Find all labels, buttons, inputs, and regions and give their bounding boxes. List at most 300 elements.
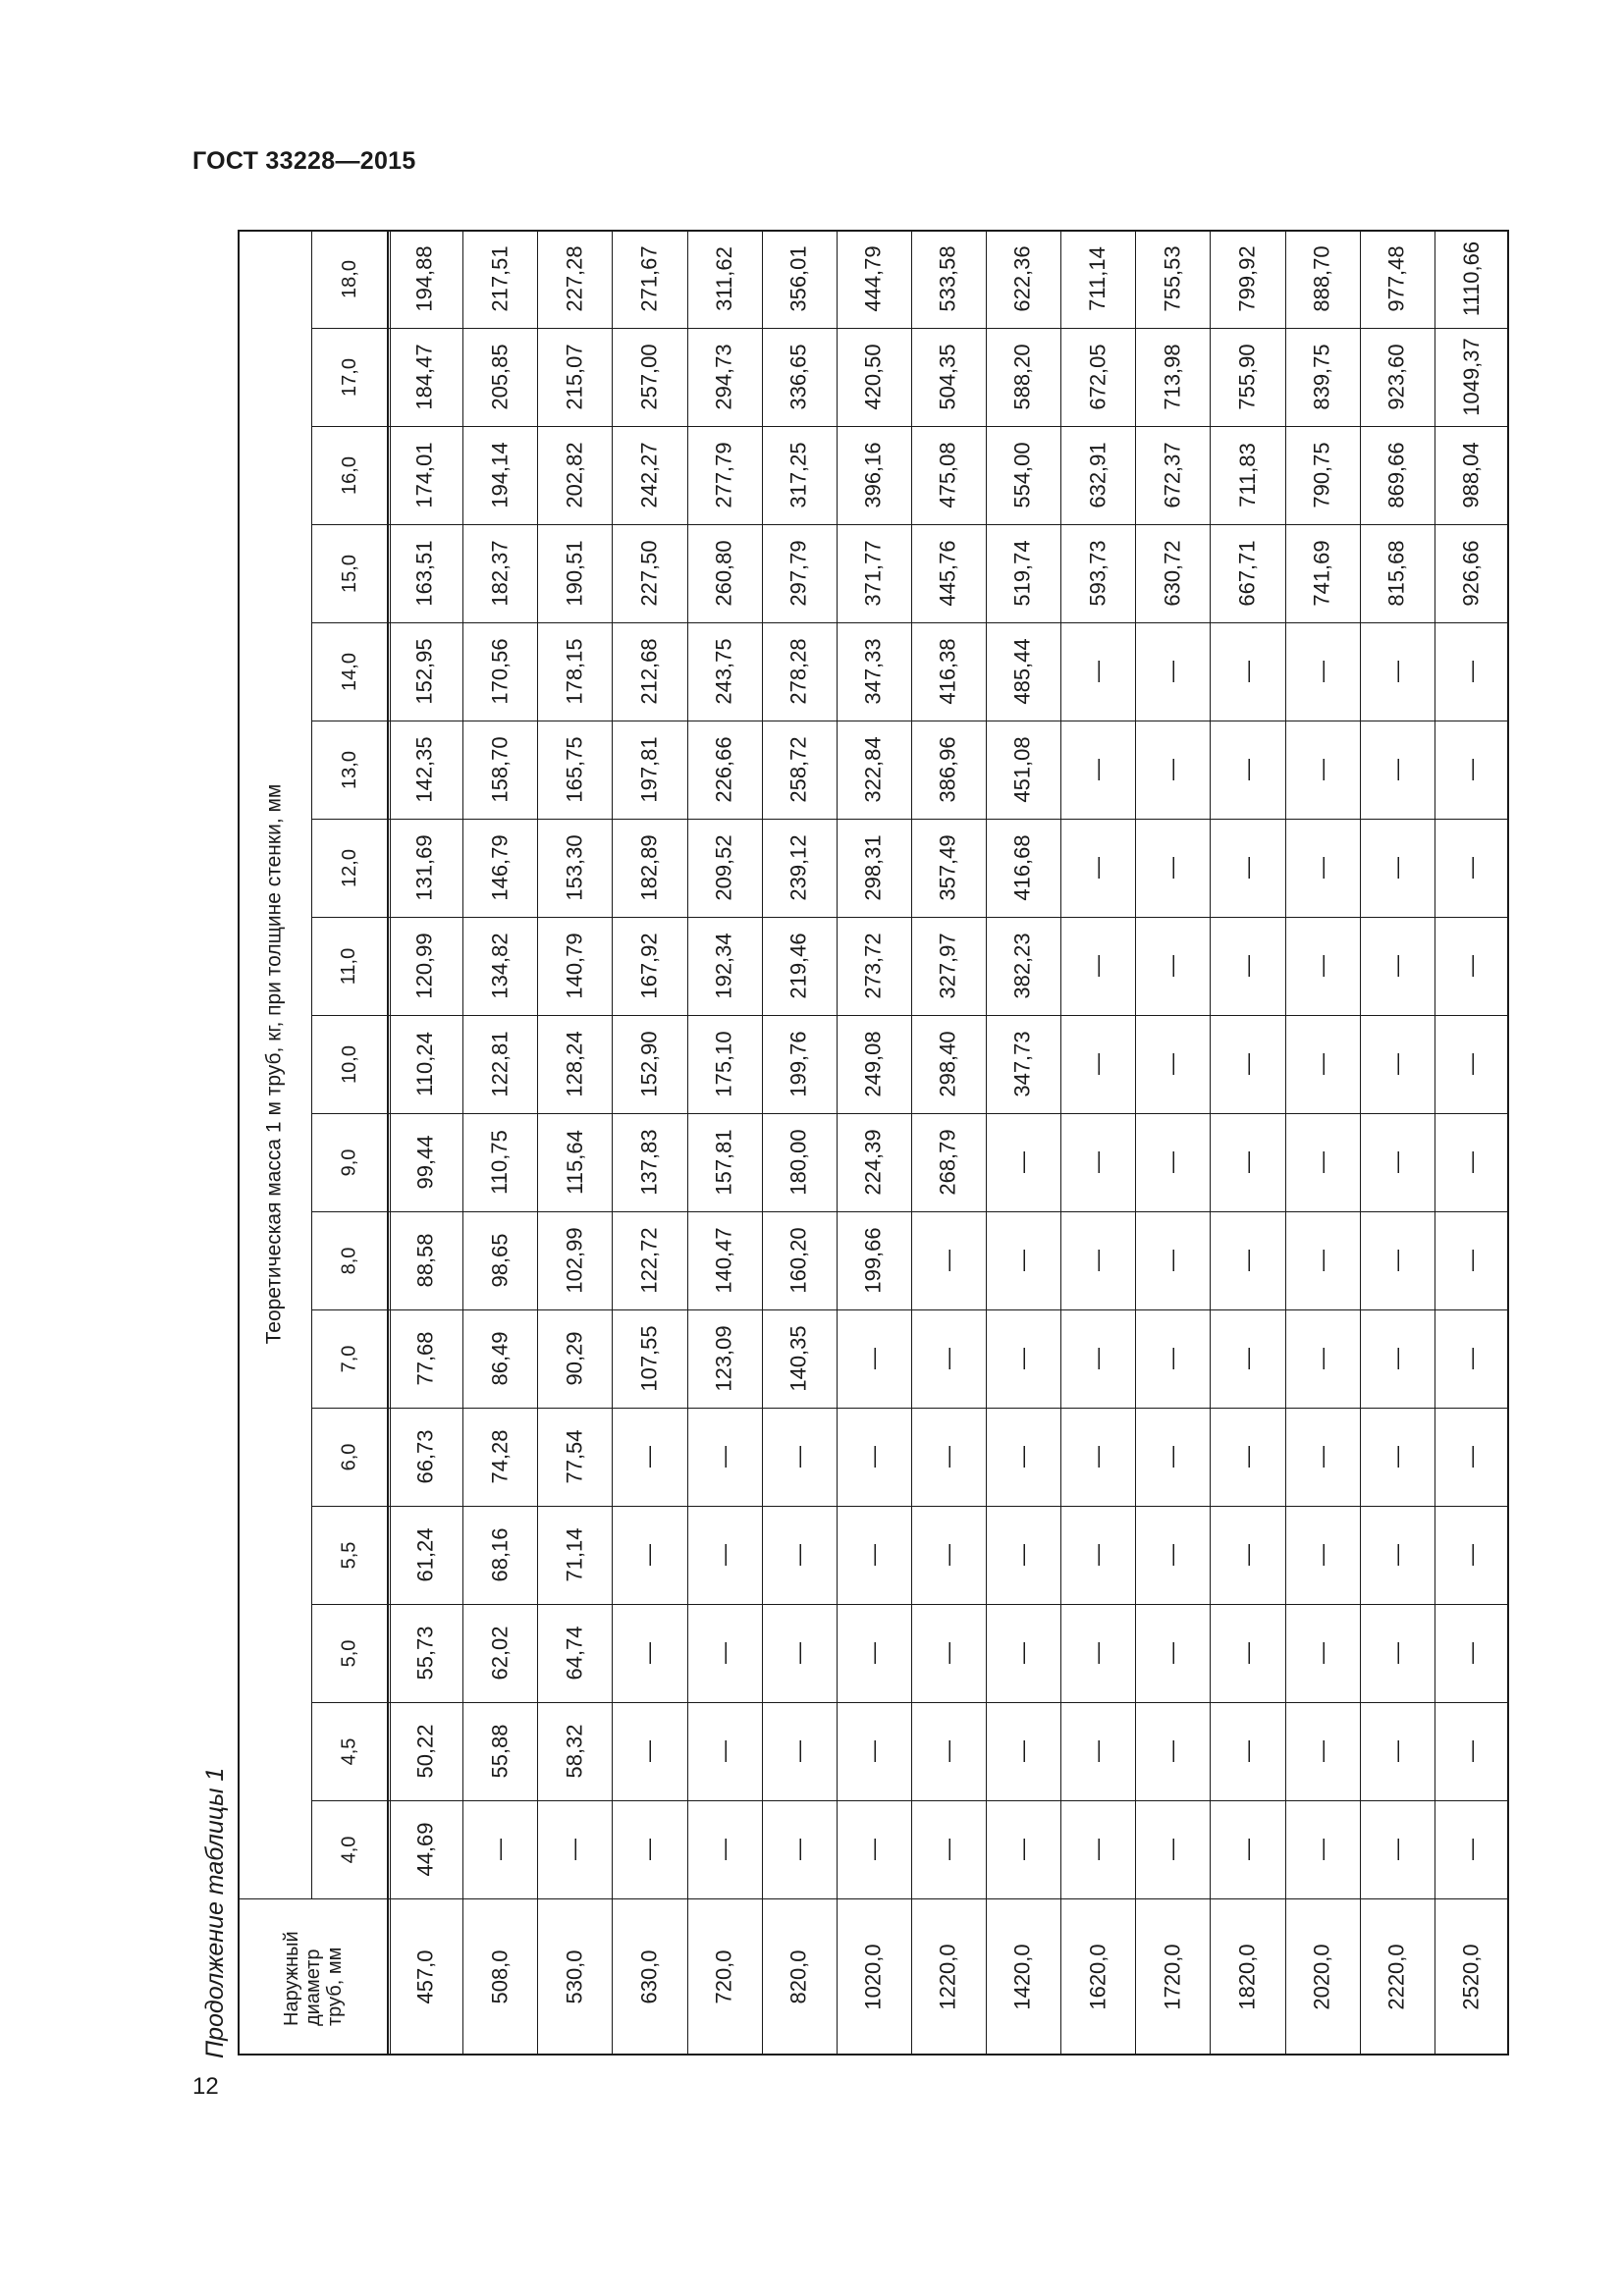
- mass-value: —: [711, 1740, 736, 1762]
- mass-value: 273,72: [860, 933, 886, 999]
- mass-value: —: [1234, 1740, 1260, 1762]
- mass-value-cell: [986, 1800, 1060, 1898]
- mass-value-cell: [1435, 1113, 1509, 1211]
- mass-value-cell: [687, 721, 762, 819]
- mass-value-cell: [612, 1211, 686, 1309]
- mass-value: 174,01: [412, 442, 438, 508]
- mass-value: —: [1458, 1642, 1484, 1664]
- mass-value: 416,68: [1010, 834, 1036, 901]
- mass-value-cell: [388, 1506, 462, 1604]
- mass-value: 182,37: [487, 540, 513, 607]
- mass-value: —: [1309, 857, 1334, 879]
- mass-value-cell: [537, 1800, 612, 1898]
- mass-value: 86,49: [487, 1331, 513, 1386]
- mass-value-cell: [1210, 1309, 1284, 1408]
- mass-value: —: [1085, 1839, 1110, 1860]
- mass-value-cell: [1135, 230, 1210, 328]
- mass-value-cell: [462, 328, 537, 426]
- mass-value: 217,51: [487, 245, 513, 312]
- grid-line: [311, 1113, 1509, 1114]
- mass-value: —: [1160, 1544, 1185, 1566]
- grid-line: [311, 819, 1509, 820]
- mass-value: 815,68: [1383, 540, 1409, 607]
- grid-line: [311, 1211, 1509, 1212]
- mass-value-cell: [537, 426, 612, 524]
- mass-value-cell: [1435, 1800, 1509, 1898]
- diameter-value: 508,0: [487, 1949, 513, 2004]
- mass-value-cell: [1360, 1800, 1435, 1898]
- grid-line: [387, 230, 389, 2056]
- mass-value: —: [1160, 1740, 1185, 1762]
- mass-value-cell: [1435, 1604, 1509, 1702]
- mass-value: 182,89: [636, 834, 662, 901]
- mass-value: —: [1309, 661, 1334, 682]
- mass-value-cell: [911, 917, 986, 1015]
- mass-value-cell: [762, 1800, 837, 1898]
- mass-value-cell: [762, 1309, 837, 1408]
- wall-thickness-header: 7,0: [338, 1345, 360, 1372]
- mass-value-cell: [837, 721, 911, 819]
- mass-value: 357,49: [935, 834, 960, 901]
- diameter-value-cell: [1060, 1898, 1135, 2056]
- mass-value: —: [636, 1544, 662, 1566]
- mass-value-cell: [687, 1113, 762, 1211]
- mass-value: 219,46: [785, 933, 811, 999]
- mass-value-cell: [837, 819, 911, 917]
- diameter-value-cell: [388, 1898, 462, 2056]
- mass-value: —: [935, 1446, 960, 1468]
- mass-value: —: [1458, 1053, 1484, 1075]
- mass-value: 194,14: [487, 442, 513, 508]
- mass-value-cell: [1435, 328, 1509, 426]
- wall-thickness-header-cell: [311, 230, 388, 328]
- mass-value-cell: [986, 524, 1060, 622]
- mass-value: —: [636, 1446, 662, 1468]
- mass-value-cell: [388, 1015, 462, 1113]
- mass-value-cell: [1285, 1211, 1360, 1309]
- mass-value: 249,08: [860, 1031, 886, 1097]
- mass-value: 55,73: [412, 1626, 438, 1681]
- mass-value: 122,72: [636, 1227, 662, 1294]
- mass-value-cell: [1360, 426, 1435, 524]
- mass-value: —: [1383, 1544, 1409, 1566]
- mass-value-cell: [1435, 524, 1509, 622]
- pipe-mass-table: [238, 230, 1509, 2056]
- mass-value: —: [1085, 1053, 1110, 1075]
- diameter-value: 457,0: [412, 1949, 438, 2004]
- mass-value-cell: [1285, 524, 1360, 622]
- mass-value: —: [1234, 1151, 1260, 1173]
- mass-value-cell: [1135, 524, 1210, 622]
- mass-value-cell: [837, 524, 911, 622]
- mass-value: —: [1160, 1250, 1185, 1271]
- mass-value: 533,58: [935, 245, 960, 312]
- mass-value-cell: [462, 1211, 537, 1309]
- mass-value: —: [1383, 1250, 1409, 1271]
- diameter-value: 820,0: [785, 1949, 811, 2004]
- mass-value-cell: [388, 426, 462, 524]
- grid-line: [1135, 230, 1136, 2056]
- mass-value: —: [1234, 661, 1260, 682]
- mass-value-cell: [1060, 819, 1135, 917]
- mass-value-cell: [462, 230, 537, 328]
- mass-value-cell: [837, 1211, 911, 1309]
- mass-value-cell: [687, 1015, 762, 1113]
- mass-value-cell: [911, 230, 986, 328]
- mass-value: 1049,37: [1458, 338, 1484, 416]
- mass-value: 66,73: [412, 1429, 438, 1484]
- mass-value: 152,90: [636, 1031, 662, 1097]
- mass-value: 77,68: [412, 1331, 438, 1386]
- mass-value-cell: [837, 1309, 911, 1408]
- mass-value: —: [1085, 857, 1110, 879]
- diameter-value: 2220,0: [1383, 1944, 1409, 2010]
- mass-value: 226,66: [711, 736, 736, 803]
- mass-value: —: [1309, 1446, 1334, 1468]
- diameter-value-cell: [537, 1898, 612, 2056]
- mass-value: —: [1383, 1740, 1409, 1762]
- mass-value-cell: [687, 1506, 762, 1604]
- mass-value-cell: [462, 819, 537, 917]
- grid-line: [687, 230, 688, 2056]
- mass-value: 184,47: [412, 344, 438, 410]
- mass-value-cell: [1285, 1506, 1360, 1604]
- diameter-value: 1720,0: [1160, 1944, 1185, 2010]
- mass-value-cell: [1135, 1506, 1210, 1604]
- mass-value-cell: [1435, 622, 1509, 721]
- mass-value-cell: [537, 230, 612, 328]
- mass-value-cell: [1210, 917, 1284, 1015]
- mass-value: 1110,66: [1458, 240, 1484, 317]
- mass-value-cell: [986, 1113, 1060, 1211]
- mass-value: 212,68: [636, 638, 662, 705]
- mass-value-cell: [1360, 1506, 1435, 1604]
- grid-line: [1060, 230, 1061, 2056]
- mass-value: —: [1458, 1348, 1484, 1369]
- mass-value: 294,73: [711, 344, 736, 410]
- mass-value: 55,88: [487, 1724, 513, 1779]
- mass-value-cell: [1285, 622, 1360, 721]
- grid-line: [1360, 230, 1361, 2056]
- mass-value: —: [1160, 1839, 1185, 1860]
- mass-value: —: [1309, 1839, 1334, 1860]
- mass-value: 199,76: [785, 1031, 811, 1097]
- wall-thickness-header-cell: [311, 1702, 388, 1800]
- mass-value: 178,15: [562, 638, 587, 705]
- mass-value-cell: [388, 1211, 462, 1309]
- mass-value-cell: [911, 426, 986, 524]
- mass-value-cell: [1210, 1211, 1284, 1309]
- mass-value: —: [1458, 1151, 1484, 1173]
- mass-value-cell: [1060, 1309, 1135, 1408]
- wall-thickness-header: 9,0: [338, 1148, 360, 1176]
- mass-value-cell: [1285, 721, 1360, 819]
- mass-value-cell: [537, 622, 612, 721]
- mass-value-cell: [537, 721, 612, 819]
- mass-value-cell: [1135, 1702, 1210, 1800]
- mass-value: —: [1085, 1642, 1110, 1664]
- diameter-value-cell: [1285, 1898, 1360, 2056]
- mass-value-cell: [837, 230, 911, 328]
- mass-value: 977,48: [1383, 245, 1409, 312]
- mass-value-cell: [1435, 1702, 1509, 1800]
- mass-value-cell: [837, 426, 911, 524]
- grid-line: [238, 1898, 1509, 1899]
- mass-value: —: [1383, 1151, 1409, 1173]
- mass-value-cell: [388, 1604, 462, 1702]
- mass-value: —: [1234, 759, 1260, 780]
- mass-value-cell: [1060, 1408, 1135, 1506]
- mass-value-cell: [462, 1800, 537, 1898]
- mass-value-cell: [612, 230, 686, 328]
- mass-value-cell: [612, 622, 686, 721]
- mass-value: —: [1458, 955, 1484, 977]
- mass-value-cell: [1135, 622, 1210, 721]
- mass-value-cell: [1360, 721, 1435, 819]
- mass-value: 298,31: [860, 834, 886, 901]
- mass-value: 277,79: [711, 442, 736, 508]
- mass-value: —: [1309, 1053, 1334, 1075]
- wall-thickness-header: 15,0: [338, 554, 360, 593]
- mass-value: —: [785, 1839, 811, 1860]
- grid-line: [311, 328, 1509, 329]
- mass-value: —: [1085, 955, 1110, 977]
- mass-value: 504,35: [935, 344, 960, 410]
- wall-thickness-header-cell: [311, 1604, 388, 1702]
- mass-value-cell: [1285, 1702, 1360, 1800]
- mass-value: 167,92: [636, 933, 662, 999]
- mass-value: 869,66: [1383, 442, 1409, 508]
- mass-value: —: [1160, 1446, 1185, 1468]
- mass-value: —: [1085, 1348, 1110, 1369]
- mass-value: 202,82: [562, 442, 587, 508]
- mass-value-cell: [1285, 230, 1360, 328]
- mass-value-cell: [462, 721, 537, 819]
- mass-value-cell: [911, 1800, 986, 1898]
- mass-value: 888,70: [1309, 245, 1334, 312]
- diameter-value-cell: [1210, 1898, 1284, 2056]
- wall-thickness-header: 4,5: [338, 1737, 360, 1765]
- mass-value: —: [1383, 1642, 1409, 1664]
- mass-value-cell: [986, 819, 1060, 917]
- mass-value-cell: [986, 1702, 1060, 1800]
- mass-value-cell: [1435, 1015, 1509, 1113]
- mass-value: 64,74: [562, 1626, 587, 1681]
- mass-value-cell: [986, 721, 1060, 819]
- mass-value-cell: [612, 1113, 686, 1211]
- mass-value: —: [860, 1446, 886, 1468]
- mass-value-cell: [911, 721, 986, 819]
- grid-line: [311, 622, 1509, 623]
- mass-value: 120,99: [412, 933, 438, 999]
- mass-value-cell: [612, 426, 686, 524]
- mass-value-cell: [537, 1408, 612, 1506]
- mass-value: 554,00: [1010, 442, 1036, 508]
- mass-value: 622,36: [1010, 245, 1036, 312]
- mass-value-cell: [1285, 1309, 1360, 1408]
- diameter-value-cell: [1360, 1898, 1435, 2056]
- mass-value: —: [711, 1544, 736, 1566]
- mass-value-cell: [612, 1015, 686, 1113]
- mass-value: —: [1458, 1839, 1484, 1860]
- mass-value-cell: [1210, 230, 1284, 328]
- mass-value: —: [860, 1839, 886, 1860]
- mass-value: —: [935, 1348, 960, 1369]
- mass-value-cell: [1135, 426, 1210, 524]
- mass-value: 110,75: [487, 1130, 513, 1195]
- wall-thickness-header: 11,0: [338, 947, 360, 985]
- mass-value-cell: [762, 1113, 837, 1211]
- table-caption: Продолжение таблицы 1: [201, 1767, 229, 2058]
- grid-line: [311, 1702, 1509, 1703]
- mass-value: 519,74: [1010, 540, 1036, 607]
- mass-value-cell: [762, 1015, 837, 1113]
- wall-thickness-header-cell: [311, 1408, 388, 1506]
- mass-value: 445,76: [935, 540, 960, 607]
- mass-value-cell: [911, 1604, 986, 1702]
- mass-value: 134,82: [487, 933, 513, 999]
- mass-value-cell: [388, 1800, 462, 1898]
- mass-value-cell: [537, 1015, 612, 1113]
- mass-value: 98,65: [487, 1233, 513, 1288]
- mass-value: 209,52: [711, 834, 736, 901]
- wall-thickness-header: 12,0: [338, 848, 360, 887]
- mass-value: —: [1309, 1544, 1334, 1566]
- diameter-value: 2020,0: [1309, 1944, 1334, 2010]
- mass-value-cell: [462, 1309, 537, 1408]
- mass-value: 336,65: [785, 344, 811, 410]
- mass-value-cell: [1135, 1309, 1210, 1408]
- mass-value-cell: [1435, 230, 1509, 328]
- mass-value: 371,77: [860, 540, 886, 607]
- mass-value-cell: [1135, 1113, 1210, 1211]
- mass-value: —: [1234, 1642, 1260, 1664]
- mass-value: —: [1383, 661, 1409, 682]
- mass-value-cell: [687, 1309, 762, 1408]
- mass-value: 322,84: [860, 736, 886, 803]
- mass-value-cell: [612, 1702, 686, 1800]
- diameter-value-cell: [986, 1898, 1060, 2056]
- mass-value: 153,30: [562, 834, 587, 901]
- grid-line: [311, 426, 1509, 427]
- mass-value-cell: [762, 917, 837, 1015]
- mass-value: 62,02: [487, 1626, 513, 1681]
- mass-value-cell: [1285, 1604, 1360, 1702]
- mass-value-cell: [1360, 622, 1435, 721]
- grid-line: [1285, 230, 1286, 2056]
- mass-value-cell: [1360, 524, 1435, 622]
- mass-value: —: [1160, 955, 1185, 977]
- grid-line: [462, 230, 463, 2056]
- mass-value: 50,22: [412, 1724, 438, 1779]
- diameter-value: 1820,0: [1234, 1944, 1260, 2010]
- mass-value: —: [1234, 1839, 1260, 1860]
- mass-value-cell: [1060, 328, 1135, 426]
- mass-value-cell: [537, 1604, 612, 1702]
- mass-value-cell: [1060, 1211, 1135, 1309]
- mass-value: 711,83: [1234, 443, 1260, 507]
- mass-value-cell: [388, 917, 462, 1015]
- mass-value-cell: [612, 819, 686, 917]
- mass-value-cell: [986, 1506, 1060, 1604]
- mass-value-cell: [911, 819, 986, 917]
- mass-value-cell: [537, 1506, 612, 1604]
- mass-value: 77,54: [562, 1429, 587, 1484]
- mass-value: 107,55: [636, 1325, 662, 1392]
- mass-value: 257,00: [636, 344, 662, 410]
- diameter-header: Наружный диаметр труб, мм: [280, 1931, 346, 2026]
- mass-value-cell: [537, 1309, 612, 1408]
- mass-value: 988,04: [1458, 442, 1484, 508]
- wall-thickness-header: 10,0: [338, 1044, 360, 1084]
- mass-value: 137,83: [636, 1129, 662, 1196]
- mass-value: —: [1309, 1740, 1334, 1762]
- mass-value-cell: [1135, 1211, 1210, 1309]
- mass-value-cell: [388, 1113, 462, 1211]
- mass-value: 297,79: [785, 540, 811, 607]
- mass-value-cell: [537, 328, 612, 426]
- mass-value: 260,80: [711, 540, 736, 607]
- mass-value-cell: [1135, 1015, 1210, 1113]
- wall-thickness-header-cell: [311, 426, 388, 524]
- mass-value-cell: [1435, 1506, 1509, 1604]
- mass-value-cell: [537, 1113, 612, 1211]
- mass-value-cell: [911, 1309, 986, 1408]
- grid-line: [986, 230, 987, 2056]
- grid-line: [311, 230, 312, 1898]
- mass-value-cell: [687, 1604, 762, 1702]
- mass-value-cell: [1210, 524, 1284, 622]
- mass-value-cell: [911, 328, 986, 426]
- mass-value-cell: [1210, 1408, 1284, 1506]
- mass-value-cell: [687, 917, 762, 1015]
- mass-value-cell: [911, 1408, 986, 1506]
- mass-value-cell: [462, 524, 537, 622]
- diameter-value-cell: [911, 1898, 986, 2056]
- mass-value: 420,50: [860, 344, 886, 410]
- mass-value-cell: [1060, 721, 1135, 819]
- mass-value-cell: [1060, 1506, 1135, 1604]
- wall-thickness-header-cell: [311, 1113, 388, 1211]
- mass-value-cell: [1435, 1211, 1509, 1309]
- mass-value: 311,62: [711, 246, 736, 311]
- mass-value-cell: [762, 328, 837, 426]
- mass-value-cell: [1360, 1309, 1435, 1408]
- grid-line: [311, 1800, 1509, 1801]
- mass-value: 58,32: [562, 1724, 587, 1779]
- grid-line: [238, 230, 240, 2056]
- mass-value: 165,75: [562, 736, 587, 803]
- mass-value: 672,05: [1085, 344, 1110, 410]
- mass-value: —: [785, 1642, 811, 1664]
- grid-line: [311, 1408, 1509, 1409]
- wall-thickness-header-cell: [311, 1800, 388, 1898]
- mass-value: 790,75: [1309, 442, 1334, 508]
- mass-value-cell: [911, 1702, 986, 1800]
- mass-value-cell: [1060, 230, 1135, 328]
- mass-value: —: [860, 1740, 886, 1762]
- mass-value: 713,98: [1160, 344, 1185, 410]
- mass-value: —: [935, 1250, 960, 1271]
- diameter-value: 1420,0: [1010, 1944, 1036, 2010]
- mass-value: 632,91: [1085, 442, 1110, 508]
- mass-value: —: [711, 1446, 736, 1468]
- mass-value-cell: [388, 230, 462, 328]
- mass-value-cell: [1360, 1604, 1435, 1702]
- mass-value: 416,38: [935, 638, 960, 705]
- mass-value: —: [935, 1544, 960, 1566]
- mass-value: —: [1458, 1544, 1484, 1566]
